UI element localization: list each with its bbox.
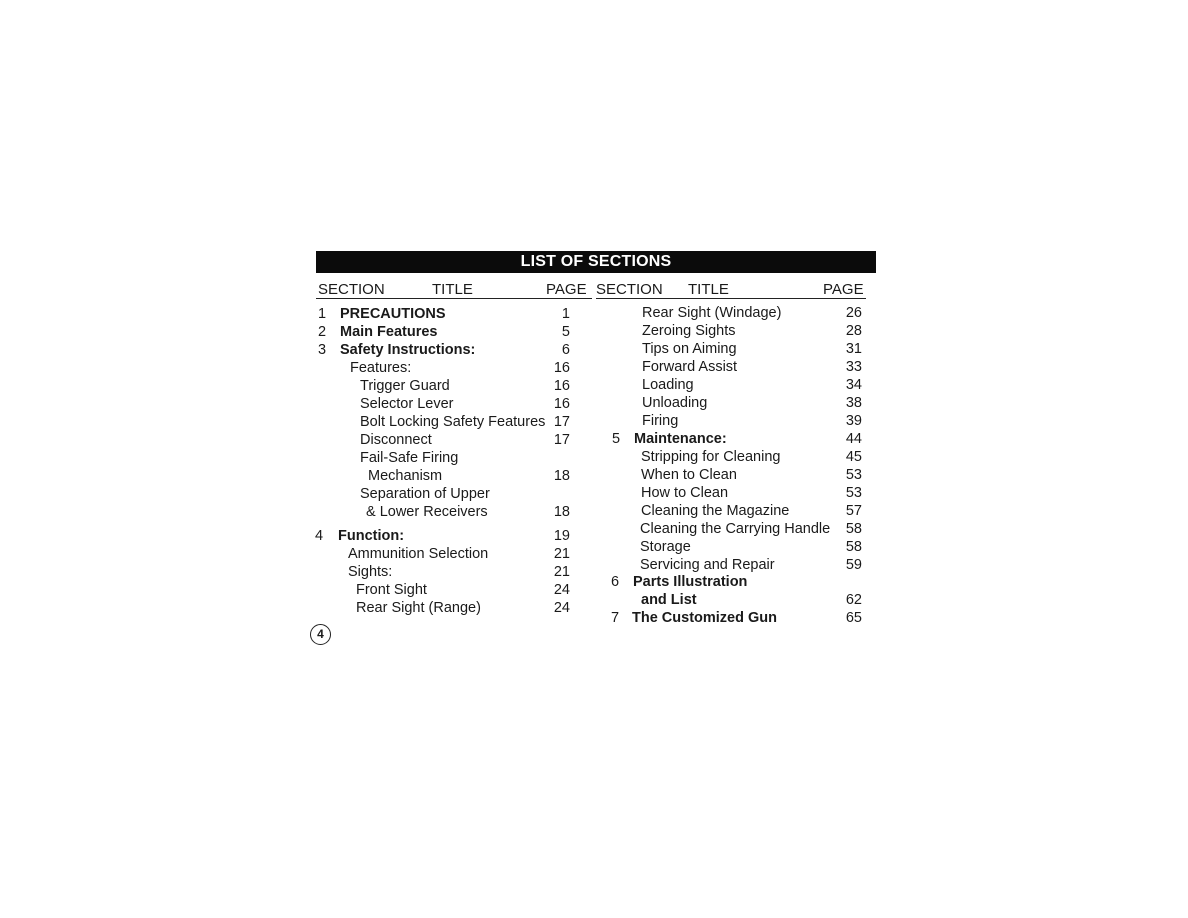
toc-entry-title: Front Sight bbox=[356, 582, 427, 598]
toc-entry-title: Rear Sight (Windage) bbox=[642, 305, 782, 321]
toc-entry-title: Selector Lever bbox=[360, 396, 454, 412]
toc-entry-page: 44 bbox=[845, 431, 862, 447]
toc-entry-title: Cleaning the Carrying Handle bbox=[640, 521, 831, 537]
toc-entry-title: When to Clean bbox=[641, 467, 737, 483]
toc-entry-page: 16 bbox=[553, 378, 570, 394]
toc-entry-title: Maintenance: bbox=[634, 431, 727, 447]
left-section-header: SECTION bbox=[318, 281, 385, 298]
toc-entry-title: Cleaning the Magazine bbox=[641, 503, 790, 519]
left-header-rule bbox=[316, 298, 592, 299]
toc-entry-page: 59 bbox=[845, 557, 862, 573]
toc-entry-page: 24 bbox=[553, 582, 570, 598]
toc-entry-page: 17 bbox=[553, 414, 570, 430]
toc-entry-title: Main Features bbox=[340, 324, 438, 340]
right-section-header: SECTION bbox=[596, 281, 663, 298]
toc-entry-page: 6 bbox=[561, 342, 570, 358]
toc-entry-page: 21 bbox=[553, 564, 570, 580]
toc-entry-title: Features: bbox=[350, 360, 412, 376]
toc-entry-page: 33 bbox=[845, 359, 862, 375]
toc-entry-page: 45 bbox=[845, 449, 862, 465]
section-number: 1 bbox=[318, 306, 327, 322]
toc-entry-page: 5 bbox=[561, 324, 570, 340]
toc-entry-page: 58 bbox=[845, 539, 862, 555]
toc-entry-title: Fail-Safe Firing bbox=[360, 450, 459, 466]
toc-entry-title: Rear Sight (Range) bbox=[356, 600, 481, 616]
section-number: 4 bbox=[315, 528, 324, 544]
toc-entry-title: Parts Illustration bbox=[633, 574, 748, 590]
right-page-header: PAGE bbox=[823, 281, 864, 298]
toc-entry-title: Separation of Upper bbox=[360, 486, 490, 502]
banner-title: LIST OF SECTIONS bbox=[520, 253, 672, 270]
toc-entry-page: 38 bbox=[845, 395, 862, 411]
toc-entry-page: 39 bbox=[845, 413, 862, 429]
toc-entry-title: and List bbox=[641, 592, 697, 608]
right-header-rule bbox=[596, 298, 866, 299]
toc-entry-title: Firing bbox=[642, 413, 679, 429]
toc-entry-title: How to Clean bbox=[641, 485, 729, 501]
section-number: 6 bbox=[611, 574, 620, 590]
toc-entry-page: 65 bbox=[845, 610, 862, 626]
toc-entry-page: 21 bbox=[553, 546, 570, 562]
toc-entry-page: 17 bbox=[553, 432, 570, 448]
toc-entry-title: Servicing and Repair bbox=[640, 557, 775, 573]
toc-entry-page: 58 bbox=[845, 521, 862, 537]
toc-entry-title: Tips on Aiming bbox=[642, 341, 737, 357]
toc-entry-page: 18 bbox=[553, 468, 570, 484]
toc-entry-title: Trigger Guard bbox=[360, 378, 450, 394]
toc-entry-title: Mechanism bbox=[368, 468, 443, 484]
section-number: 2 bbox=[318, 324, 327, 340]
section-number: 7 bbox=[611, 610, 620, 626]
toc-entry-title: & Lower Receivers bbox=[366, 504, 488, 520]
right-title-header: TITLE bbox=[688, 281, 729, 298]
toc-entry-title: Safety Instructions: bbox=[340, 342, 476, 358]
left-page-header: PAGE bbox=[546, 281, 587, 298]
toc-entry-page: 53 bbox=[845, 467, 862, 483]
toc-entry-page: 57 bbox=[845, 503, 862, 519]
toc-entry-title: Storage bbox=[640, 539, 691, 555]
toc-entry-title: Function: bbox=[338, 528, 405, 544]
page-number-badge: 4 bbox=[310, 624, 331, 645]
toc-entry-page: 1 bbox=[561, 306, 570, 322]
toc-entry-title: Ammunition Selection bbox=[348, 546, 489, 562]
toc-entry-title: Stripping for Cleaning bbox=[641, 449, 781, 465]
toc-entry-page: 16 bbox=[553, 396, 570, 412]
toc-entry-page: 28 bbox=[845, 323, 862, 339]
section-number: 5 bbox=[612, 431, 621, 447]
toc-entry-page: 18 bbox=[553, 504, 570, 520]
toc-entry-page: 53 bbox=[845, 485, 862, 501]
section-banner bbox=[316, 251, 876, 273]
toc-entry-title: PRECAUTIONS bbox=[340, 306, 446, 322]
toc-entry-title: Loading bbox=[642, 377, 694, 393]
toc-entry-title: The Customized Gun bbox=[632, 610, 777, 626]
left-title-header: TITLE bbox=[432, 281, 473, 298]
toc-entry-title: Disconnect bbox=[360, 432, 432, 448]
toc-entry-page: 34 bbox=[845, 377, 862, 393]
toc-entry-title: Unloading bbox=[642, 395, 708, 411]
toc-entry-page: 62 bbox=[845, 592, 862, 608]
toc-entry-page: 16 bbox=[553, 360, 570, 376]
toc-entry-page: 26 bbox=[845, 305, 862, 321]
toc-entry-title: Bolt Locking Safety Features bbox=[360, 414, 546, 430]
toc-entry-page: 24 bbox=[553, 600, 570, 616]
toc-entry-title: Sights: bbox=[348, 564, 393, 580]
toc-entry-page: 31 bbox=[845, 341, 862, 357]
toc-entry-title: Zeroing Sights bbox=[642, 323, 736, 339]
toc-entry-title: Forward Assist bbox=[642, 359, 738, 375]
section-number: 3 bbox=[318, 342, 327, 358]
toc-entry-page: 19 bbox=[553, 528, 570, 544]
